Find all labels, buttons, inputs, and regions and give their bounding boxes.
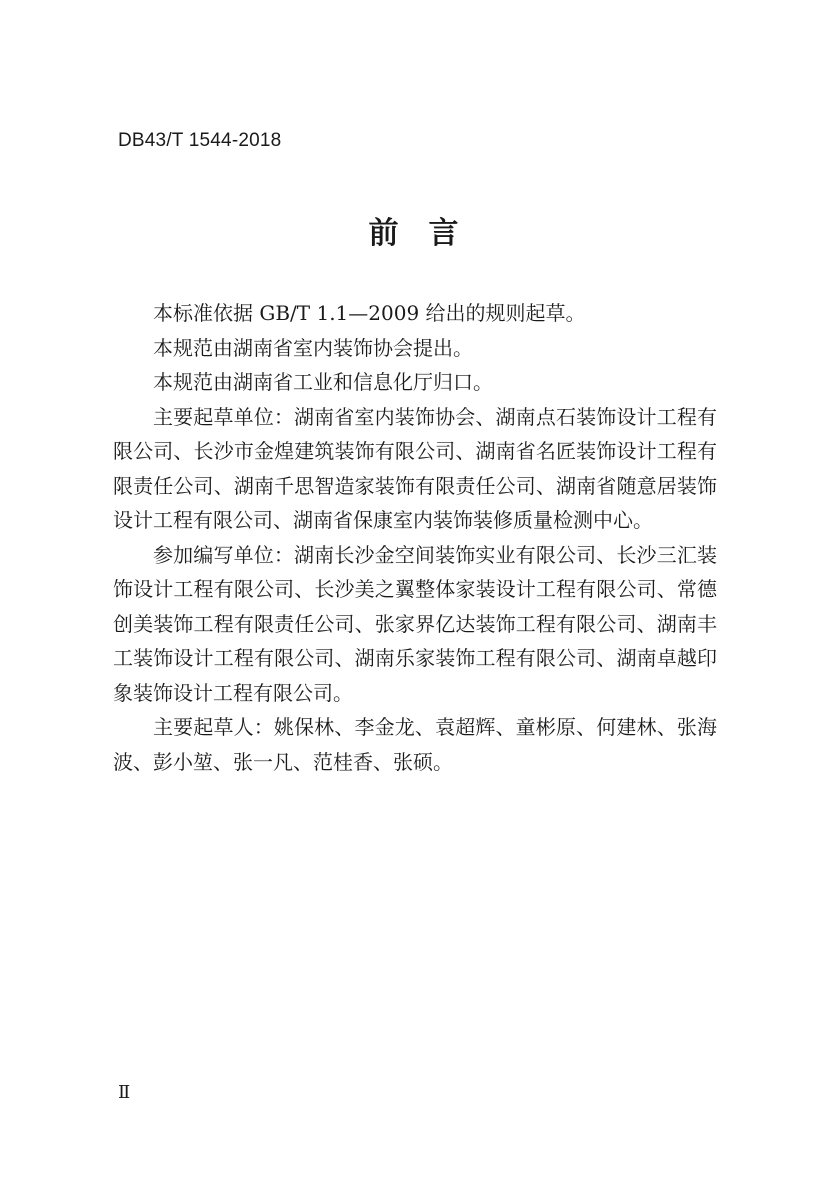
paragraph-participating-units: 参加编写单位：湖南长沙金空间装饰实业有限公司、长沙三汇装饰设计工程有限公司、长沙美之翼整体家装设计工程有限公司、常德创美装饰工程有限责任公司、张家界亿达装饰工程有限公司、湖南丰工装饰设计工程有限公司、湖南乐家装饰工程有限公司、湖南卓越印象装饰设计工程有限公司。 xyxy=(113,542,717,705)
title-char-1: 前 xyxy=(368,216,401,251)
page-number: Ⅱ xyxy=(118,1082,131,1102)
page-title xyxy=(0,208,829,252)
standard-code: DB43/T 1544-2018 xyxy=(118,130,282,151)
title-char-2: 言 xyxy=(428,216,461,251)
paragraph-proposed-by: 本规范由湖南省室内装饰协会提出。 xyxy=(153,335,473,360)
foreword-body xyxy=(113,296,717,779)
paragraph-main-drafters: 主要起草人：姚保林、李金龙、袁超辉、童彬原、何建林、张海波、彭小堃、张一凡、范桂香、张硕。 xyxy=(113,715,717,774)
paragraph-centralized-by: 本规范由湖南省工业和信息化厅归口。 xyxy=(153,370,493,394)
paragraph-main-drafting-units: 主要起草单位：湖南省室内装饰协会、湖南点石装饰设计工程有限公司、长沙市金煌建筑装饰有限公司、湖南省名匠装饰设计工程有限责任公司、湖南千思智造家装饰有限责任公司、湖南省随意居装饰设计工程有限公司、湖南省保康室内装饰装修质量检测中心。 xyxy=(113,404,717,532)
paragraph-drafting-rules: 本标准依据 GB/T 1.1—2009 给出的规则起草。 xyxy=(153,301,586,325)
